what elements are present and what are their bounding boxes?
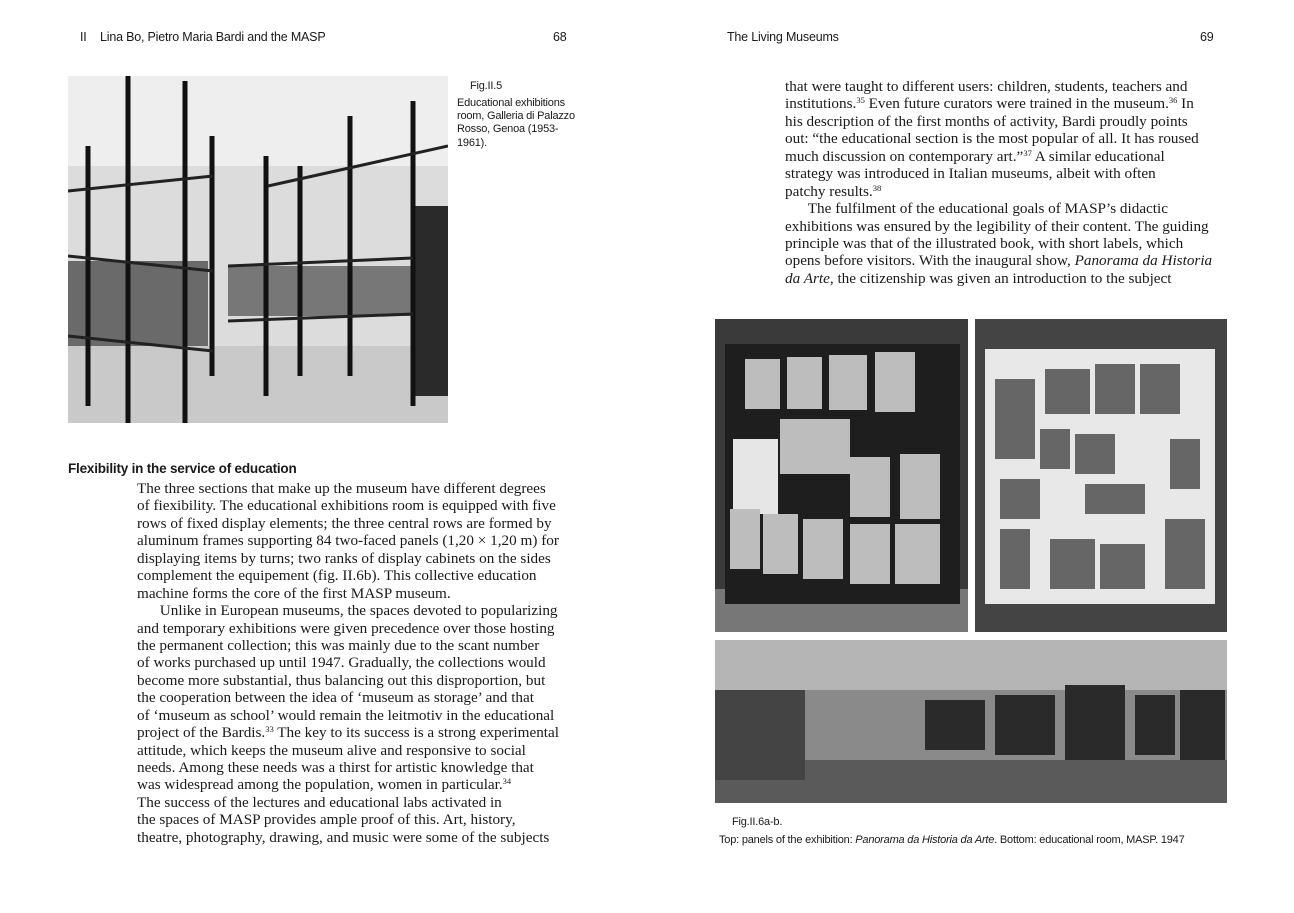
chapter-number: II [80,30,87,44]
figure-label-II5: Fig.II.5 [470,80,503,92]
text-run: Panorama da Historia da Arte [855,834,995,846]
footnote-ref: 35 [856,95,865,106]
footnote-ref: 37 [1023,147,1032,158]
text-line [137,776,559,793]
text-run: The success of the lectures and educational labs activated in [137,793,502,811]
text-run: project of the Bardis. [137,724,266,742]
text-line [137,654,559,671]
text-line [137,672,559,689]
text-run: of ‘museum as school’ would remain the leitmotiv in the educational [137,706,555,724]
text-run: rows of fixed display elements; the three central rows are formed by [137,514,552,532]
text-line [137,742,559,759]
text-line [137,794,559,811]
text-run: of works purchased up until 1947. Gradually, the collections would [137,654,546,672]
text-run: institutions. [785,95,857,113]
text-run: opens before visitors. With the inaugural show, [785,252,1075,270]
running-header-left: Lina Bo, Pietro Maria Bardi and the MASP [100,30,326,44]
photo-genoa-exhibition-room [68,76,448,423]
text-run: Panorama da Historia [1074,252,1213,270]
text-run: In [1177,95,1194,113]
text-line [137,759,559,776]
text-run: . Bottom: educational room, MASP. 1947 [994,834,1185,846]
text-line [785,270,1212,287]
footnote-ref: 38 [872,182,882,193]
text-line [137,567,559,584]
text-run: the spaces of MASP provides ample proof of this. Art, history, [137,811,516,829]
text-run: that were taught to different users: children, students, teachers and [785,78,1188,95]
text-run: Even future curators were trained in the museum. [864,95,1169,113]
text-line [137,637,559,654]
text-run: A similar educational [1031,147,1165,165]
text-line [137,480,559,497]
page-number-left: 68 [553,30,567,44]
text-line [137,585,559,602]
text-line [785,113,1212,130]
text-line [785,235,1212,252]
text-line [785,165,1212,182]
text-line [785,95,1212,112]
text-line [137,497,559,514]
figure-caption-II5 [457,97,575,150]
text-line [137,532,559,549]
caption-line: room, Galleria di Palazzo [457,110,575,123]
page-number-right: 69 [1200,30,1214,44]
text-run: The three sections that make up the museum have different degrees [137,480,546,497]
text-line [137,620,559,637]
text-line [137,689,559,706]
footnote-ref: 34 [502,776,512,787]
figure-caption-II6 [719,834,1185,847]
text-run: principle was that of the illustrated book, with short labels, which [785,234,1184,252]
text-run: Unlike in European museums, the spaces devoted to popularizing [137,602,558,620]
text-run: complement the equipement (fig. II.6b). This collective education [137,567,537,585]
text-run: of fiexibility. The educational exhibitions room is equipped with five [137,497,556,515]
text-run: out: “the educational section is the most popular of all. It has roused [785,130,1199,148]
text-run: his description of the first months of activity, Bardi proudly points [785,112,1188,130]
text-line [137,811,559,828]
text-run: was widespread among the population, women in particular. [137,776,503,794]
text-run: displaying items by turns; two ranks of display cabinets on the sides [137,549,551,567]
text-line [137,707,559,724]
text-line [785,200,1212,217]
footnote-ref: 36 [1168,95,1178,106]
caption-line: 1961). [457,136,487,149]
text-run: and temporary exhibitions were given precedence over those hosting [137,619,555,637]
text-line [785,130,1212,147]
right-body-text [785,78,1212,287]
text-run: machine forms the core of the first MASP museum. [137,584,451,602]
caption-line: Educational exhibitions [457,97,565,109]
text-run: needs. Among these needs was a thirst for artistic knowledge that [137,759,534,776]
text-line [137,515,559,532]
text-run: the permanent collection; this was mainly due to the scant number [137,636,540,654]
text-run: , the citizenship was given an introduction to the subject [829,269,1172,287]
text-run: theatre, photography, drawing, and music were some of the subjects [137,828,550,846]
text-run: Top: panels of the exhibition: [719,834,856,846]
text-line [785,183,1212,200]
running-header-right: The Living Museums [727,30,839,44]
text-line [137,602,559,619]
text-run: much discussion on contemporary art.” [785,147,1024,165]
text-run: exhibitions was ensured by the legibility of their content. The guiding [785,217,1209,235]
text-line [785,148,1212,165]
text-run: The fulfilment of the educational goals of MASP’s didactic [785,200,1168,218]
left-body-text [137,480,559,846]
caption-line: Rosso, Genoa (1953- [457,123,559,136]
figure-label-II6: Fig.II.6a-b. [732,816,783,828]
text-run: strategy was introduced in Italian museums, albeit with often [785,165,1156,183]
text-line [785,218,1212,235]
text-line [137,550,559,567]
section-heading: Flexibility in the service of education [68,461,297,476]
text-run: aluminum frames supporting 84 two-faced panels (1,20 × 1,20 m) for [137,532,559,550]
text-run: become more substantial, thus balancing out this disproportion, but [137,671,546,689]
text-run: patchy results. [785,182,873,200]
text-run: attitude, which keeps the museum alive and responsive to social [137,741,526,759]
text-line [137,829,559,846]
photo-panels-top-left [715,319,968,632]
text-line [137,724,559,741]
text-line [785,78,1212,95]
photo-educational-room-masp [715,640,1227,803]
photo-panels-top-right [975,319,1227,632]
text-run: da Arte [785,269,830,287]
footnote-ref: 33 [265,724,274,735]
text-line [785,252,1212,269]
text-run: the cooperation between the idea of ‘museum as storage’ and that [137,689,534,707]
text-run: The key to its success is a strong experimental [273,724,559,742]
